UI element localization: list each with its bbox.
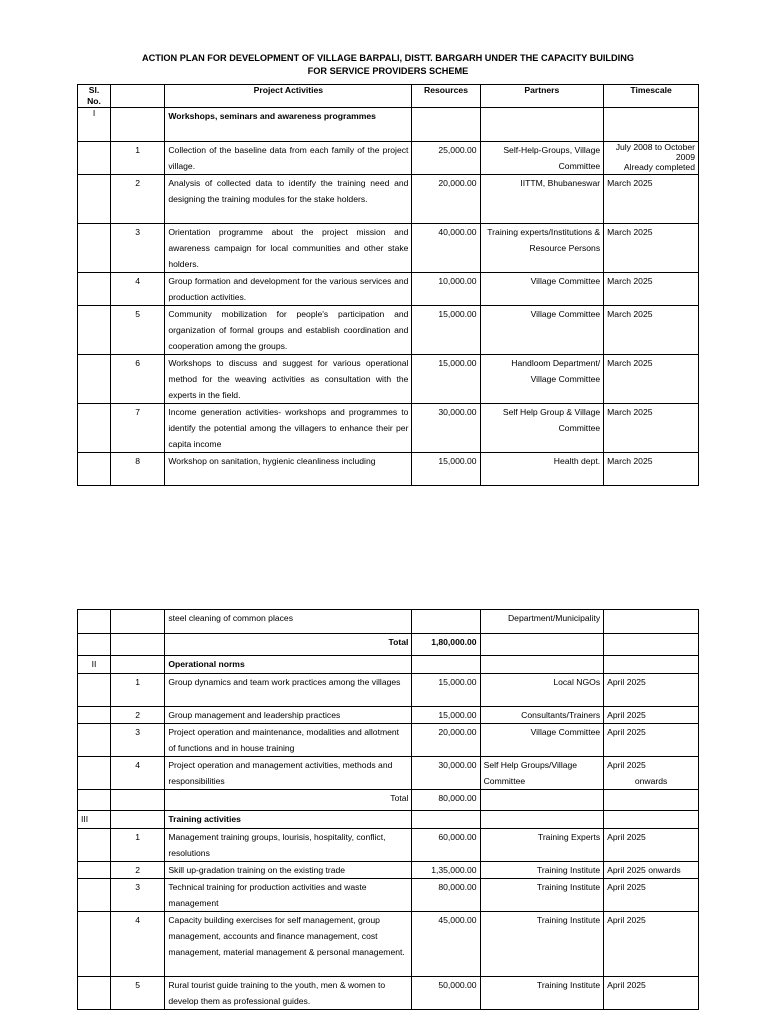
resources-cell: 80,000.00 bbox=[412, 879, 480, 912]
table-row bbox=[78, 404, 699, 453]
row-number: 1 bbox=[111, 142, 165, 175]
activity-cell: Management training groups, lourisis, hospitality, conflict, resolutions bbox=[165, 829, 412, 862]
header-blank bbox=[111, 85, 165, 108]
empty-cell bbox=[78, 175, 111, 224]
partners-cell: Self Help Group & Village Committee bbox=[480, 404, 604, 453]
timescale-cell: March 2025 bbox=[604, 273, 699, 306]
activity-cell: Capacity building exercises for self management, group management, accounts and finance management, cost management, material management & personal management. bbox=[165, 912, 412, 977]
table-row bbox=[78, 862, 699, 879]
empty-cell bbox=[604, 656, 699, 674]
header-partners: Partners bbox=[480, 85, 604, 108]
partners-cell: Village Committee bbox=[480, 306, 604, 355]
empty-cell bbox=[78, 306, 111, 355]
continuation-row bbox=[78, 610, 699, 634]
partners-cell: Self-Help-Groups, Village Committee bbox=[480, 142, 604, 175]
table-row bbox=[78, 724, 699, 757]
table-row bbox=[78, 224, 699, 273]
activity-cell: steel cleaning of common places bbox=[165, 610, 412, 634]
section-heading: Operational norms bbox=[165, 656, 412, 674]
total-row bbox=[78, 634, 699, 656]
empty-cell bbox=[78, 724, 111, 757]
empty-cell bbox=[78, 453, 111, 486]
activity-cell: Group formation and development for the various services and production activities. bbox=[165, 273, 412, 306]
title-line-1: ACTION PLAN FOR DEVELOPMENT OF VILLAGE BARPALI, DISTT. BARGARH UNDER THE CAPACITY BUILDING bbox=[141, 53, 635, 63]
timescale-cell: April 2025 onwards bbox=[604, 862, 699, 879]
timescale-value: July 2008 to October 2009 bbox=[615, 142, 695, 162]
row-number: 2 bbox=[111, 175, 165, 224]
row-number: 3 bbox=[111, 879, 165, 912]
partners-cell: Village Committee bbox=[480, 273, 604, 306]
activity-cell: Income generation activities- workshops and programmes to identify the potential among the villagers to enhance their per capita income bbox=[165, 404, 412, 453]
resources-cell: 20,000.00 bbox=[412, 175, 480, 224]
empty-cell bbox=[480, 790, 604, 811]
section-number: II bbox=[78, 656, 111, 674]
resources-cell: 45,000.00 bbox=[412, 912, 480, 977]
empty-cell bbox=[111, 634, 165, 656]
activity-cell: Workshops to discuss and suggest for various operational method for the weaving activities as consultation with the experts in the field. bbox=[165, 355, 412, 404]
table-row bbox=[78, 977, 699, 1010]
table-row bbox=[78, 306, 699, 355]
action-plan-table-part-2 bbox=[77, 609, 699, 1010]
partners-cell: Local NGOs bbox=[480, 674, 604, 707]
row-number: 5 bbox=[111, 306, 165, 355]
resources-cell: 1,35,000.00 bbox=[412, 862, 480, 879]
row-number: 6 bbox=[111, 355, 165, 404]
row-number: 5 bbox=[111, 977, 165, 1010]
resources-cell: 15,000.00 bbox=[412, 707, 480, 724]
timescale-cell: April 2025 bbox=[604, 977, 699, 1010]
timescale-cell: March 2025 bbox=[604, 355, 699, 404]
header-timescale: Timescale bbox=[604, 85, 699, 108]
empty-cell bbox=[78, 757, 111, 790]
row-number: 8 bbox=[111, 453, 165, 486]
empty-cell bbox=[78, 707, 111, 724]
empty-cell bbox=[111, 790, 165, 811]
section-heading-row bbox=[78, 108, 699, 142]
empty-cell bbox=[78, 404, 111, 453]
timescale-cell: April 2025 bbox=[604, 912, 699, 977]
partners-cell: Health dept. bbox=[480, 453, 604, 486]
empty-cell bbox=[78, 355, 111, 404]
partners-cell: Handloom Department/ Village Committee bbox=[480, 355, 604, 404]
timescale-cell: March 2025 bbox=[604, 453, 699, 486]
empty-cell bbox=[78, 829, 111, 862]
partners-cell: IITTM, Bhubaneswar bbox=[480, 175, 604, 224]
partners-cell: Training Institute bbox=[480, 879, 604, 912]
activity-cell: Group management and leadership practices bbox=[165, 707, 412, 724]
activity-cell: Orientation programme about the project mission and awareness campaign for local communities and other stake holders. bbox=[165, 224, 412, 273]
row-number: 1 bbox=[111, 829, 165, 862]
timescale-cell bbox=[604, 142, 699, 175]
empty-cell bbox=[78, 674, 111, 707]
resources-cell: 60,000.00 bbox=[412, 829, 480, 862]
table-row bbox=[78, 707, 699, 724]
section-number: III bbox=[78, 811, 111, 829]
header-resources: Resources bbox=[412, 85, 480, 108]
empty-cell bbox=[78, 879, 111, 912]
partners-cell: Training Experts bbox=[480, 829, 604, 862]
empty-cell bbox=[78, 142, 111, 175]
timescale-value: April 2025 bbox=[607, 760, 646, 770]
empty-cell bbox=[78, 790, 111, 811]
activity-cell: Project operation and management activities, methods and responsibilities bbox=[165, 757, 412, 790]
row-number: 7 bbox=[111, 404, 165, 453]
empty-cell bbox=[78, 610, 111, 634]
empty-cell bbox=[78, 977, 111, 1010]
total-row bbox=[78, 790, 699, 811]
row-number: 1 bbox=[111, 674, 165, 707]
empty-cell bbox=[480, 634, 604, 656]
timescale-cell: April 2025 bbox=[604, 674, 699, 707]
resources-cell: 25,000.00 bbox=[412, 142, 480, 175]
section-heading: Workshops, seminars and awareness programmes bbox=[165, 108, 412, 142]
activity-cell: Skill up-gradation training on the existing trade bbox=[165, 862, 412, 879]
row-number: 3 bbox=[111, 224, 165, 273]
empty-cell bbox=[78, 224, 111, 273]
row-number: 4 bbox=[111, 912, 165, 977]
table-row bbox=[78, 674, 699, 707]
section-number: I bbox=[78, 108, 111, 142]
table-row bbox=[78, 453, 699, 486]
resources-cell: 40,000.00 bbox=[412, 224, 480, 273]
partners-cell: Training Institute bbox=[480, 862, 604, 879]
empty-cell bbox=[78, 862, 111, 879]
activity-cell: Technical training for production activities and waste management bbox=[165, 879, 412, 912]
timescale-cell: April 2025 bbox=[604, 707, 699, 724]
table-row bbox=[78, 142, 699, 175]
timescale-cell: April 2025 bbox=[604, 879, 699, 912]
timescale-cell bbox=[604, 757, 699, 790]
empty-cell bbox=[78, 912, 111, 977]
partners-cell: Self Help Groups/Village Committee bbox=[480, 757, 604, 790]
partners-cell: Training Institute bbox=[480, 912, 604, 977]
partners-cell: Department/Municipality bbox=[480, 610, 604, 634]
row-number: 3 bbox=[111, 724, 165, 757]
empty-cell bbox=[480, 656, 604, 674]
empty-cell bbox=[111, 610, 165, 634]
partners-cell: Training Institute bbox=[480, 977, 604, 1010]
activity-cell: Rural tourist guide training to the youth, men & women to develop them as professional guides. bbox=[165, 977, 412, 1010]
resources-cell: 30,000.00 bbox=[412, 757, 480, 790]
resources-cell: 30,000.00 bbox=[412, 404, 480, 453]
row-number: 2 bbox=[111, 707, 165, 724]
partners-cell: Consultants/Trainers bbox=[480, 707, 604, 724]
empty-cell bbox=[111, 108, 165, 142]
table-row bbox=[78, 912, 699, 977]
empty-cell bbox=[412, 610, 480, 634]
activity-cell: Analysis of collected data to identify the training need and designing the training modules for the stake holders. bbox=[165, 175, 412, 224]
empty-cell bbox=[480, 108, 604, 142]
resources-cell: 15,000.00 bbox=[412, 306, 480, 355]
timescale-note: Already completed bbox=[623, 162, 695, 172]
timescale-cell: March 2025 bbox=[604, 224, 699, 273]
resources-cell: 10,000.00 bbox=[412, 273, 480, 306]
activity-cell: Workshop on sanitation, hygienic cleanliness including bbox=[165, 453, 412, 486]
empty-cell bbox=[604, 108, 699, 142]
empty-cell bbox=[412, 811, 480, 829]
table-row bbox=[78, 879, 699, 912]
timescale-cell: March 2025 bbox=[604, 306, 699, 355]
empty-cell bbox=[604, 811, 699, 829]
header-project-activities: Project Activities bbox=[165, 85, 412, 108]
activity-cell: Community mobilization for people's participation and organization of formal groups and establish coordination and cooperation among the groups. bbox=[165, 306, 412, 355]
resources-cell: 15,000.00 bbox=[412, 674, 480, 707]
partners-cell: Village Committee bbox=[480, 724, 604, 757]
table-row bbox=[78, 273, 699, 306]
section-heading-row bbox=[78, 656, 699, 674]
partners-cell: Training experts/Institutions & Resource Persons bbox=[480, 224, 604, 273]
table-header-row bbox=[78, 85, 699, 108]
empty-cell bbox=[604, 790, 699, 811]
empty-cell bbox=[604, 634, 699, 656]
timescale-cell: April 2025 bbox=[604, 724, 699, 757]
empty-cell bbox=[412, 656, 480, 674]
row-number: 4 bbox=[111, 273, 165, 306]
empty-cell bbox=[604, 610, 699, 634]
title-line-2: FOR SERVICE PROVIDERS SCHEME bbox=[307, 66, 469, 76]
total-value: 80,000.00 bbox=[412, 790, 480, 811]
header-sl-no: Sl. No. bbox=[78, 85, 111, 108]
resources-cell: 15,000.00 bbox=[412, 453, 480, 486]
timescale-cell: March 2025 bbox=[604, 404, 699, 453]
activity-cell: Collection of the baseline data from each family of the project village. bbox=[165, 142, 412, 175]
section-heading: Training activities bbox=[165, 811, 412, 829]
row-number: 4 bbox=[111, 757, 165, 790]
section-heading-row bbox=[78, 811, 699, 829]
empty-cell bbox=[78, 634, 111, 656]
resources-cell: 15,000.00 bbox=[412, 355, 480, 404]
table-row bbox=[78, 355, 699, 404]
total-value: 1,80,000.00 bbox=[412, 634, 480, 656]
table-row bbox=[78, 829, 699, 862]
timescale-cell: March 2025 bbox=[604, 175, 699, 224]
total-label: Total bbox=[165, 790, 412, 811]
activity-cell: Project operation and maintenance, modalities and allotment of functions and in house training bbox=[165, 724, 412, 757]
empty-cell bbox=[412, 108, 480, 142]
resources-cell: 20,000.00 bbox=[412, 724, 480, 757]
activity-cell: Group dynamics and team work practices among the villages bbox=[165, 674, 412, 707]
empty-cell bbox=[111, 811, 165, 829]
timescale-cell: April 2025 bbox=[604, 829, 699, 862]
timescale-note: onwards bbox=[634, 776, 668, 786]
empty-cell bbox=[111, 656, 165, 674]
table-row bbox=[78, 175, 699, 224]
resources-cell: 50,000.00 bbox=[412, 977, 480, 1010]
action-plan-table-part-1 bbox=[77, 84, 699, 486]
row-number: 2 bbox=[111, 862, 165, 879]
empty-cell bbox=[78, 273, 111, 306]
table-row bbox=[78, 757, 699, 790]
document-title bbox=[78, 52, 698, 78]
total-label: Total bbox=[165, 634, 412, 656]
empty-cell bbox=[480, 811, 604, 829]
